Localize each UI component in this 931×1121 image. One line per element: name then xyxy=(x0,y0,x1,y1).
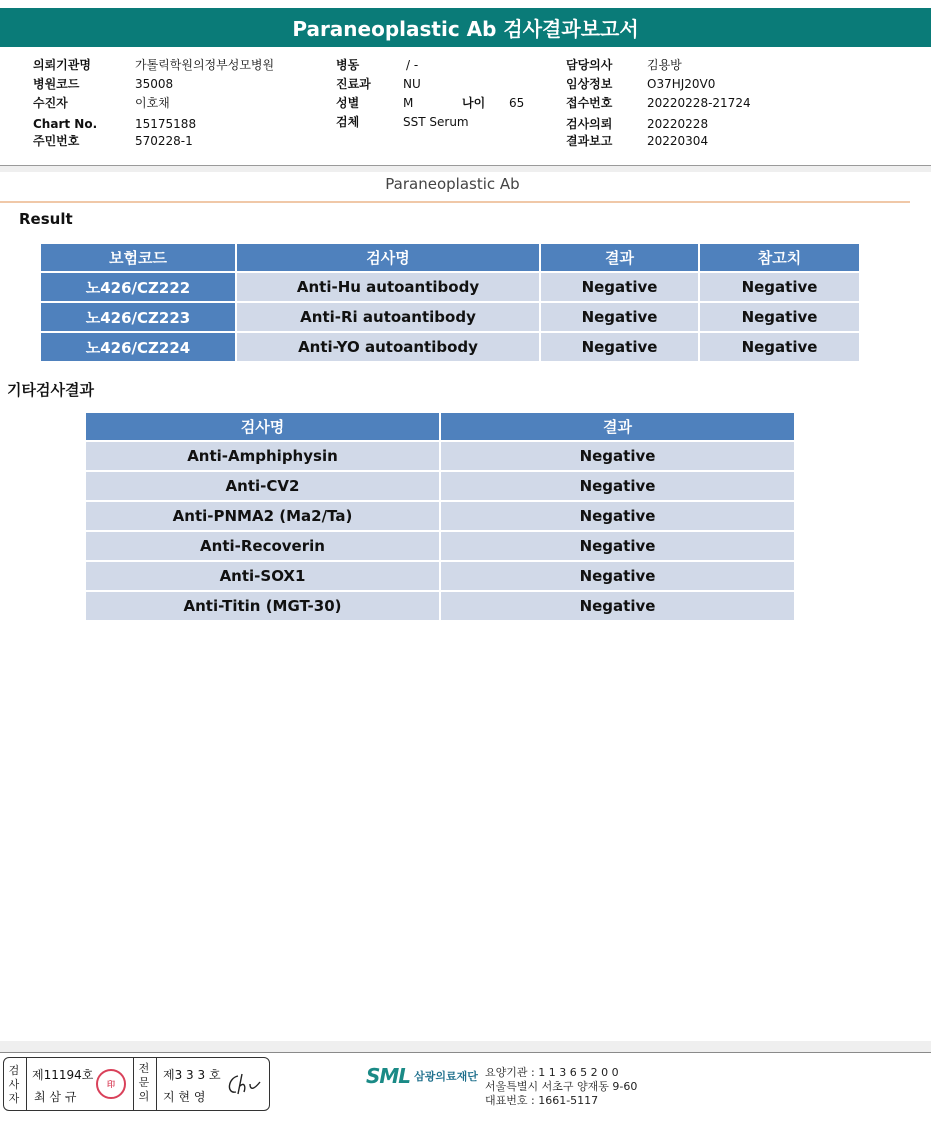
test-result: Negative xyxy=(441,472,794,500)
test-result: Negative xyxy=(441,442,794,470)
address-block xyxy=(485,1066,637,1108)
table-row xyxy=(41,273,859,301)
test-result: Negative xyxy=(441,502,794,530)
signature-icon xyxy=(224,1070,264,1100)
column-header: 참고치 xyxy=(700,244,859,271)
logo-name: 삼광의료재단 xyxy=(414,1070,478,1083)
test-result: Negative xyxy=(541,273,698,301)
info-value: 570228-1 xyxy=(135,134,193,148)
test-result: Negative xyxy=(441,592,794,620)
other-tests-table xyxy=(84,411,796,622)
test-name: Anti-Hu autoantibody xyxy=(237,273,539,301)
info-value: 20220304 xyxy=(647,134,709,148)
table-header-row xyxy=(86,413,794,440)
test-name: Anti-Recoverin xyxy=(86,532,439,560)
other-tests-label: 기타검사결과 xyxy=(7,381,94,399)
column-header: 검사명 xyxy=(237,244,539,271)
insurance-code: 노426/CZ222 xyxy=(41,273,235,301)
address-line: 대표번호 : 1661-5117 xyxy=(485,1094,599,1107)
insurance-code: 노426/CZ223 xyxy=(41,303,235,331)
test-name: Anti-Titin (MGT-30) xyxy=(86,592,439,620)
info-label: 주민번호 xyxy=(33,134,80,148)
reference-value: Negative xyxy=(700,303,859,331)
table-row xyxy=(86,502,794,530)
test-result: Negative xyxy=(541,333,698,361)
info-label: 담당의사 xyxy=(566,58,613,72)
info-label: 수진자 xyxy=(33,96,68,110)
test-name: Anti-YO autoantibody xyxy=(237,333,539,361)
test-result: Negative xyxy=(541,303,698,331)
logo-mark: SML xyxy=(366,1064,411,1088)
seal-stamp-icon: 印 xyxy=(96,1069,126,1099)
table-row xyxy=(41,303,859,331)
info-value: SST Serum xyxy=(403,115,469,129)
age-value: 65 xyxy=(509,96,525,110)
info-value: NU xyxy=(403,77,421,91)
report-title-text: Paraneoplastic Ab 검사결과보고서 xyxy=(292,17,639,41)
header-divider-band xyxy=(0,166,931,172)
info-value: 35008 xyxy=(135,77,174,91)
specialist-number: 제3 3 3 호 xyxy=(163,1068,221,1082)
address-line: 서울특별시 서초구 양재동 9-60 xyxy=(485,1080,638,1093)
sml-logo xyxy=(366,1064,478,1088)
info-value: 20220228 xyxy=(647,117,709,131)
table-row xyxy=(41,333,859,361)
result-label: Result xyxy=(19,210,73,228)
section-underline xyxy=(0,201,910,203)
info-label: 결과보고 xyxy=(566,134,613,148)
table-header-row xyxy=(41,244,859,271)
info-label: 의뢰기관명 xyxy=(33,58,91,72)
table-row xyxy=(86,592,794,620)
info-label: 진료과 xyxy=(336,77,371,91)
info-value: M xyxy=(403,96,414,110)
specialist-name: 지 현 영 xyxy=(163,1090,206,1104)
info-label: 접수번호 xyxy=(566,96,613,110)
info-label: 성별 xyxy=(336,96,360,110)
test-name: Anti-CV2 xyxy=(86,472,439,500)
info-label: 임상정보 xyxy=(566,77,613,91)
info-value: 이호채 xyxy=(135,96,170,110)
test-result: Negative xyxy=(441,562,794,590)
specialist-label: 전문의 xyxy=(138,1062,150,1103)
table-row xyxy=(86,532,794,560)
info-value: / - xyxy=(406,58,419,72)
inspector-number: 제11194호 xyxy=(32,1068,94,1082)
inspector-label: 검사자 xyxy=(8,1064,20,1105)
column-header: 결과 xyxy=(441,413,794,440)
info-value: 가톨릭학원의정부성모병원 xyxy=(135,58,275,72)
table-row xyxy=(86,472,794,500)
info-label: 병동 xyxy=(336,58,360,72)
test-result: Negative xyxy=(441,532,794,560)
info-label: 검체 xyxy=(336,115,360,129)
column-header: 보험코드 xyxy=(41,244,235,271)
info-value: 20220228-21724 xyxy=(647,96,751,110)
result-table xyxy=(39,242,861,363)
column-header: 검사명 xyxy=(86,413,439,440)
address-line: 요양기관 : 1 1 3 6 5 2 0 0 xyxy=(485,1066,619,1079)
reference-value: Negative xyxy=(700,273,859,301)
insurance-code: 노426/CZ224 xyxy=(41,333,235,361)
info-label: Chart No. xyxy=(33,117,98,131)
reference-value: Negative xyxy=(700,333,859,361)
signature-box xyxy=(3,1057,270,1111)
table-row xyxy=(86,442,794,470)
column-header: 결과 xyxy=(541,244,698,271)
section-title: Paraneoplastic Ab xyxy=(385,175,520,193)
info-value: 15175188 xyxy=(135,117,197,131)
info-value: 김용방 xyxy=(647,58,682,72)
info-value: O37HJ20V0 xyxy=(647,77,716,91)
divider xyxy=(156,1058,157,1110)
table-row xyxy=(86,562,794,590)
inspector-name: 최 삼 규 xyxy=(34,1090,77,1104)
divider xyxy=(26,1058,27,1110)
test-name: Anti-PNMA2 (Ma2/Ta) xyxy=(86,502,439,530)
footer-divider xyxy=(0,1041,931,1053)
divider xyxy=(133,1058,134,1110)
test-name: Anti-Amphiphysin xyxy=(86,442,439,470)
age-label: 나이 xyxy=(462,96,486,110)
info-label: 검사의뢰 xyxy=(566,117,613,131)
report-title xyxy=(0,8,931,47)
info-label: 병원코드 xyxy=(33,77,80,91)
test-name: Anti-Ri autoantibody xyxy=(237,303,539,331)
test-name: Anti-SOX1 xyxy=(86,562,439,590)
